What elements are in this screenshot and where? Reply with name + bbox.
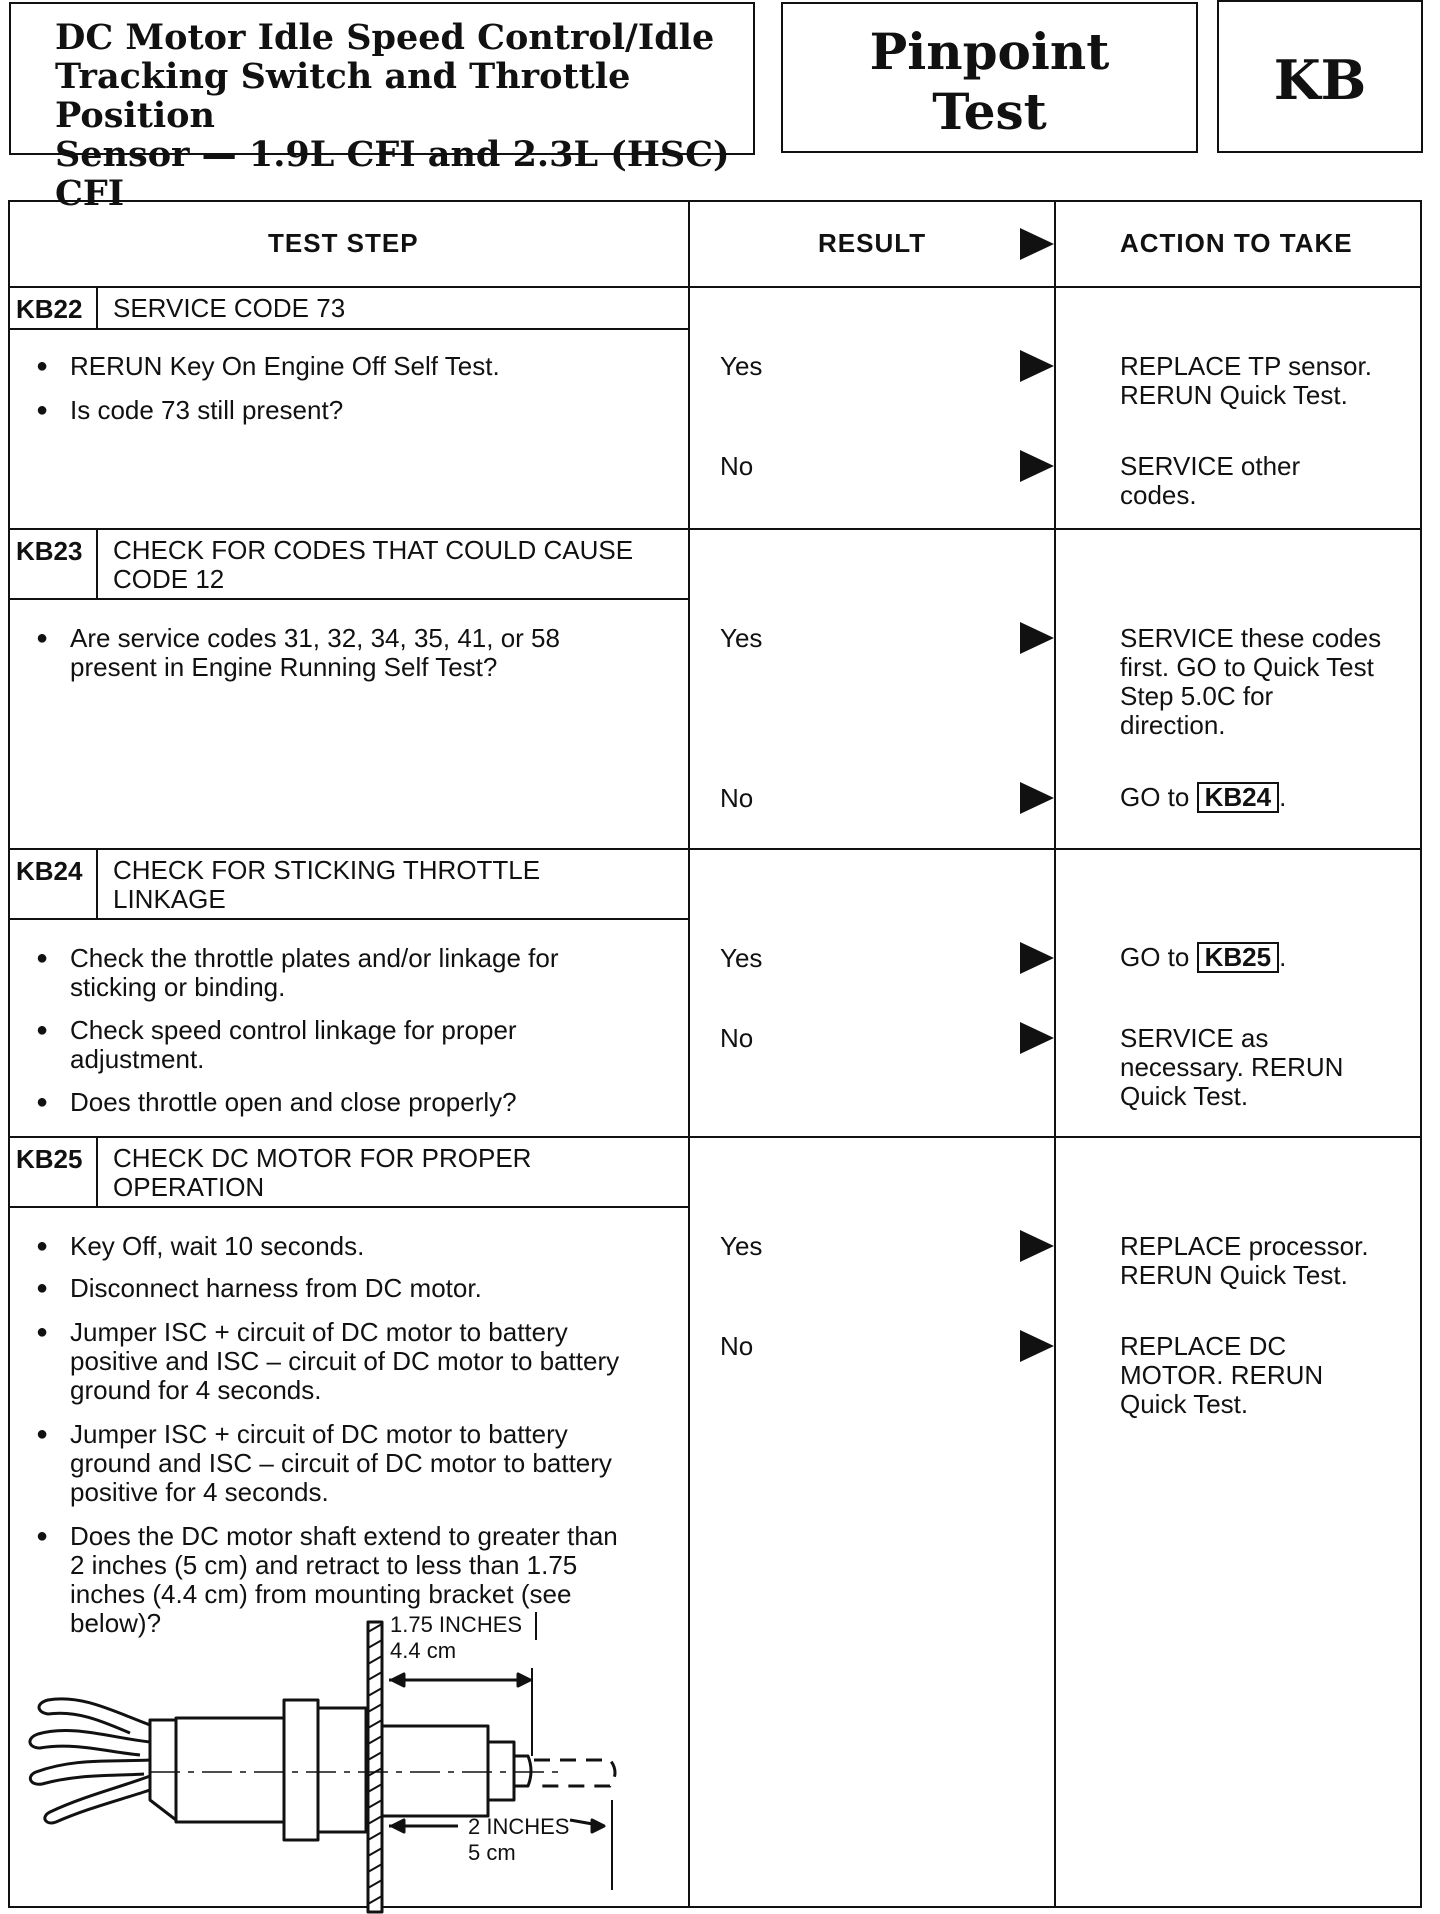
bullet-line: ● Disconnect harness from DC motor. xyxy=(70,1273,482,1303)
step-code: KB25 xyxy=(16,1144,83,1174)
result-yes: Yes xyxy=(720,943,763,973)
header-action: ACTION TO TAKE xyxy=(1120,228,1353,258)
step-reference-kb25[interactable]: KB25 xyxy=(1197,942,1279,973)
bullet-line: ● Jumper ISC + circuit of DC motor to battery xyxy=(70,1419,568,1449)
action-line: SERVICE other xyxy=(1120,451,1301,481)
bullet-line: positive for 4 seconds. xyxy=(70,1477,329,1507)
action-line: Step 5.0C for xyxy=(1120,681,1274,711)
title-line: DC Motor Idle Speed Control/Idle xyxy=(55,17,715,58)
result-yes: Yes xyxy=(720,351,763,381)
pinpoint-line: Pinpoint xyxy=(869,22,1110,81)
action-line: necessary. RERUN xyxy=(1120,1052,1344,1082)
bullet-line: ground and ISC – circuit of DC motor to battery xyxy=(70,1448,612,1478)
result-no: No xyxy=(720,1331,754,1361)
step-code: KB24 xyxy=(16,856,83,886)
bullet-line: ● Key Off, wait 10 seconds. xyxy=(70,1231,365,1261)
header-test-step: TEST STEP xyxy=(268,228,419,258)
dimension-inches: 1.75 INCHES xyxy=(390,1612,523,1637)
result-yes: Yes xyxy=(720,1231,763,1261)
step-reference-kb24[interactable]: KB24 xyxy=(1197,782,1279,813)
title-line: CHECK FOR STICKING THROTTLE xyxy=(113,855,541,885)
action-line: RERUN Quick Test. xyxy=(1120,1260,1348,1290)
action-prefix: GO to xyxy=(1120,782,1190,812)
bullet-line: present in Engine Running Self Test? xyxy=(70,652,498,682)
title-line: Sensor — 1.9L CFI and 2.3L (HSC) CFI xyxy=(55,134,730,214)
bullet-item: ● Is code 73 still present? xyxy=(36,396,343,425)
action-line: REPLACE processor. xyxy=(1120,1231,1369,1261)
title-line: Tracking Switch and Throttle Position xyxy=(55,56,631,136)
bullet-line: adjustment. xyxy=(70,1044,205,1074)
action-line: codes. xyxy=(1120,480,1197,510)
action-line: REPLACE DC xyxy=(1120,1331,1287,1361)
motor-nose xyxy=(488,1742,514,1800)
title-line: CHECK DC MOTOR FOR PROPER xyxy=(113,1143,532,1173)
result-no: No xyxy=(720,1023,754,1053)
bullet-line: below)? xyxy=(70,1608,162,1638)
motor-housing xyxy=(176,1718,284,1822)
action-prefix: GO to xyxy=(1120,942,1190,972)
action-suffix: . xyxy=(1279,782,1287,812)
result-no: No xyxy=(720,451,754,481)
pinpoint-line: Test xyxy=(932,82,1047,141)
action-line: direction. xyxy=(1120,710,1226,740)
motor-collar xyxy=(318,1708,366,1832)
bullet-line: ● Jumper ISC + circuit of DC motor to battery xyxy=(70,1317,568,1347)
lower-dimension-label xyxy=(468,1814,569,1866)
motor-shaft xyxy=(514,1756,531,1786)
title-line: OPERATION xyxy=(113,1172,265,1202)
action-line: SERVICE these codes xyxy=(1120,623,1382,653)
bullet-line: ● Check speed control linkage for proper xyxy=(70,1015,517,1045)
action-line: REPLACE TP sensor. xyxy=(1120,351,1372,381)
step-code: KB22 xyxy=(16,294,83,324)
action-line: Quick Test. xyxy=(1120,1081,1249,1111)
dimension-metric: 4.4 cm xyxy=(390,1638,457,1663)
header-result: RESULT xyxy=(818,228,927,258)
result-no: No xyxy=(720,783,754,813)
action-line: SERVICE as xyxy=(1120,1023,1269,1053)
step-title: SERVICE CODE 73 xyxy=(113,293,346,323)
action-line: Quick Test. xyxy=(1120,1389,1249,1419)
bullet-line: inches (4.4 cm) from mounting bracket (see xyxy=(70,1579,572,1609)
action-line: RERUN Quick Test. xyxy=(1120,380,1348,410)
dimension-metric: 5 cm xyxy=(468,1840,516,1865)
step-code: KB23 xyxy=(16,536,83,566)
motor-front xyxy=(382,1726,488,1816)
motor-flange xyxy=(284,1700,318,1840)
bullet-line: ● Does throttle open and close properly? xyxy=(70,1087,517,1117)
bullet-line: ● Does the DC motor shaft extend to greater than xyxy=(70,1521,618,1551)
action-line: first. GO to Quick Test xyxy=(1120,652,1374,682)
bullet-line: sticking or binding. xyxy=(70,972,286,1002)
dimension-inches: 2 INCHES xyxy=(468,1814,570,1839)
extended-shaft xyxy=(534,1760,615,1786)
test-code: KB xyxy=(1273,48,1367,112)
bullet-line: ● Are service codes 31, 32, 34, 35, 41, or 58 xyxy=(70,623,560,653)
action-suffix: . xyxy=(1279,942,1287,972)
title-line: LINKAGE xyxy=(113,884,226,914)
result-yes: Yes xyxy=(720,623,763,653)
bullet-line: 2 inches (5 cm) and retract to less than 1.75 xyxy=(70,1550,578,1580)
bullet-line: positive and ISC – circuit of DC motor to battery xyxy=(70,1346,620,1376)
wire-harness-icon xyxy=(30,1699,150,1823)
bullet-line: ● Check the throttle plates and/or linkage for xyxy=(70,943,559,973)
bullet-line: ground for 4 seconds. xyxy=(70,1375,322,1405)
bullet-item: ● RERUN Key On Engine Off Self Test. xyxy=(36,352,500,381)
action-line: MOTOR. RERUN xyxy=(1120,1360,1324,1390)
upper-dimension-label xyxy=(390,1612,522,1664)
title-line: CHECK FOR CODES THAT COULD CAUSE xyxy=(113,535,634,565)
title-line: CODE 12 xyxy=(113,564,225,594)
